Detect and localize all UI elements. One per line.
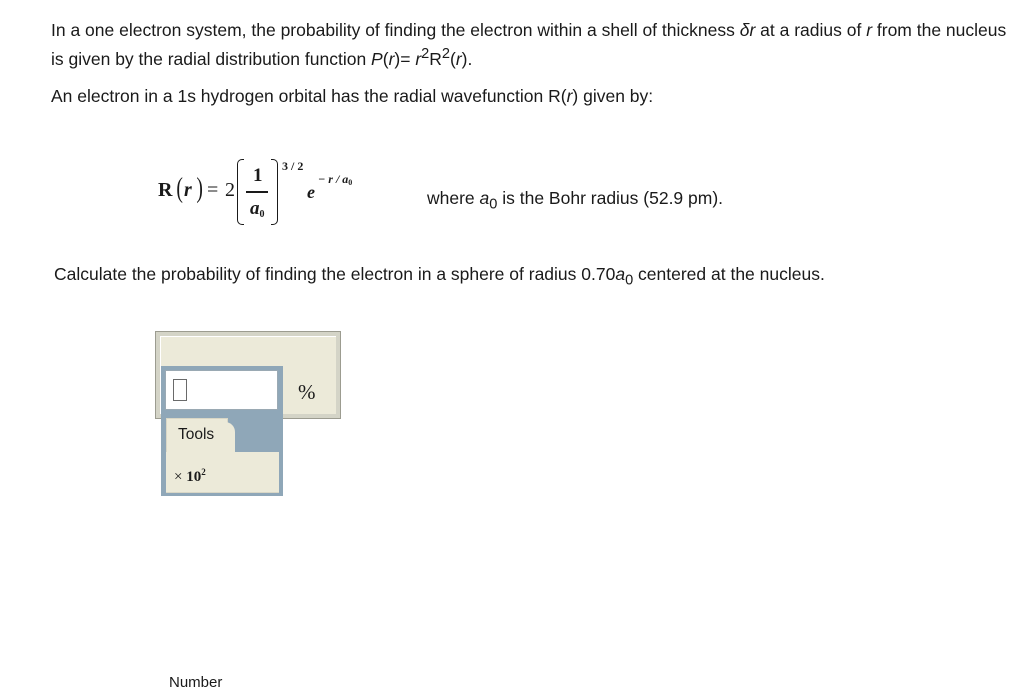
scientific-notation-button[interactable] [174,463,206,486]
delta-r-symbol: δr [739,20,756,40]
eq-base-e: e [307,182,315,202]
eq-coefficient: 2 [225,179,235,201]
eq-a-subscript: 0 [259,209,265,220]
eq-left-bracket [237,159,244,225]
where-text: is the Bohr radius (52.9 pm). [497,188,724,208]
eq-fraction-bar [246,191,268,193]
r-symbol: r [866,20,873,40]
bohr-radius-note [427,186,723,217]
r-symbol: r [388,48,395,69]
eq-power: 3 / 2 [282,159,304,173]
superscript: 2 [421,46,430,62]
eq-r: r [184,179,192,201]
tools-tab-label: Tools [178,426,215,443]
eq-exponent [318,173,352,187]
eq-exponent-subscript: 0 [348,178,353,187]
intro-text: ). [461,48,473,69]
question-intro: In a one electron system, the probability of finding the electron within a shell of thickness δr at a radius of r from the nucleus is given by the radial distribution function $P(r)= r^2R^2(r)$. [51,20,1007,69]
wavefunction-text [51,84,653,108]
calc-text: Calculate the probability of finding the electron in a sphere of radius 0.70 [54,264,616,284]
sci-power: 2 [201,467,206,477]
intro-text: from the nucleus is given by the radial distribution function [51,20,1007,69]
intro-text: In a one electron system, the probability of finding the electron within a shell of thickness [51,20,740,40]
a0-subscript: 0 [625,272,634,289]
wavefunction-text-part: An electron in a 1s hydrogen orbital has the radial wavefunction R( [51,86,567,106]
eq-equals: = [207,179,219,201]
superscript: 2 [441,46,450,62]
calculation-prompt [54,262,825,293]
eq-denominator [250,199,265,220]
number-label: Number [169,674,223,691]
a0-subscript: 0 [489,196,498,213]
unit-label: % [298,380,316,404]
sci-base: 10 [186,469,202,485]
eq-R: R [158,179,173,201]
times-sign: × [174,469,183,485]
a0-symbol: a [615,264,626,284]
eq-a: a [250,198,260,219]
calc-text: centered at the nucleus. [633,264,825,284]
number-input[interactable] [165,370,278,410]
eq-open-paren: ( [176,173,183,204]
intro-text: at a radius of [755,20,867,40]
r-symbol: r [455,48,462,69]
where-text: where [427,188,480,208]
radial-wavefunction-equation [158,158,378,238]
eq-right-bracket [271,159,278,225]
p-symbol: P [371,48,383,69]
r-symbol: r [415,48,422,69]
eq-close-paren: ) [196,173,203,204]
eq-exponent-text: − r / a [318,172,349,186]
intro-text: )= [394,48,416,69]
tools-tab[interactable] [166,418,228,453]
intro-text: R [429,48,442,69]
input-cursor-box[interactable] [173,379,187,401]
eq-numerator: 1 [253,165,263,186]
r-symbol: r [566,86,573,106]
a0-symbol: a [479,188,490,208]
wavefunction-text-part: ) given by: [572,86,654,106]
